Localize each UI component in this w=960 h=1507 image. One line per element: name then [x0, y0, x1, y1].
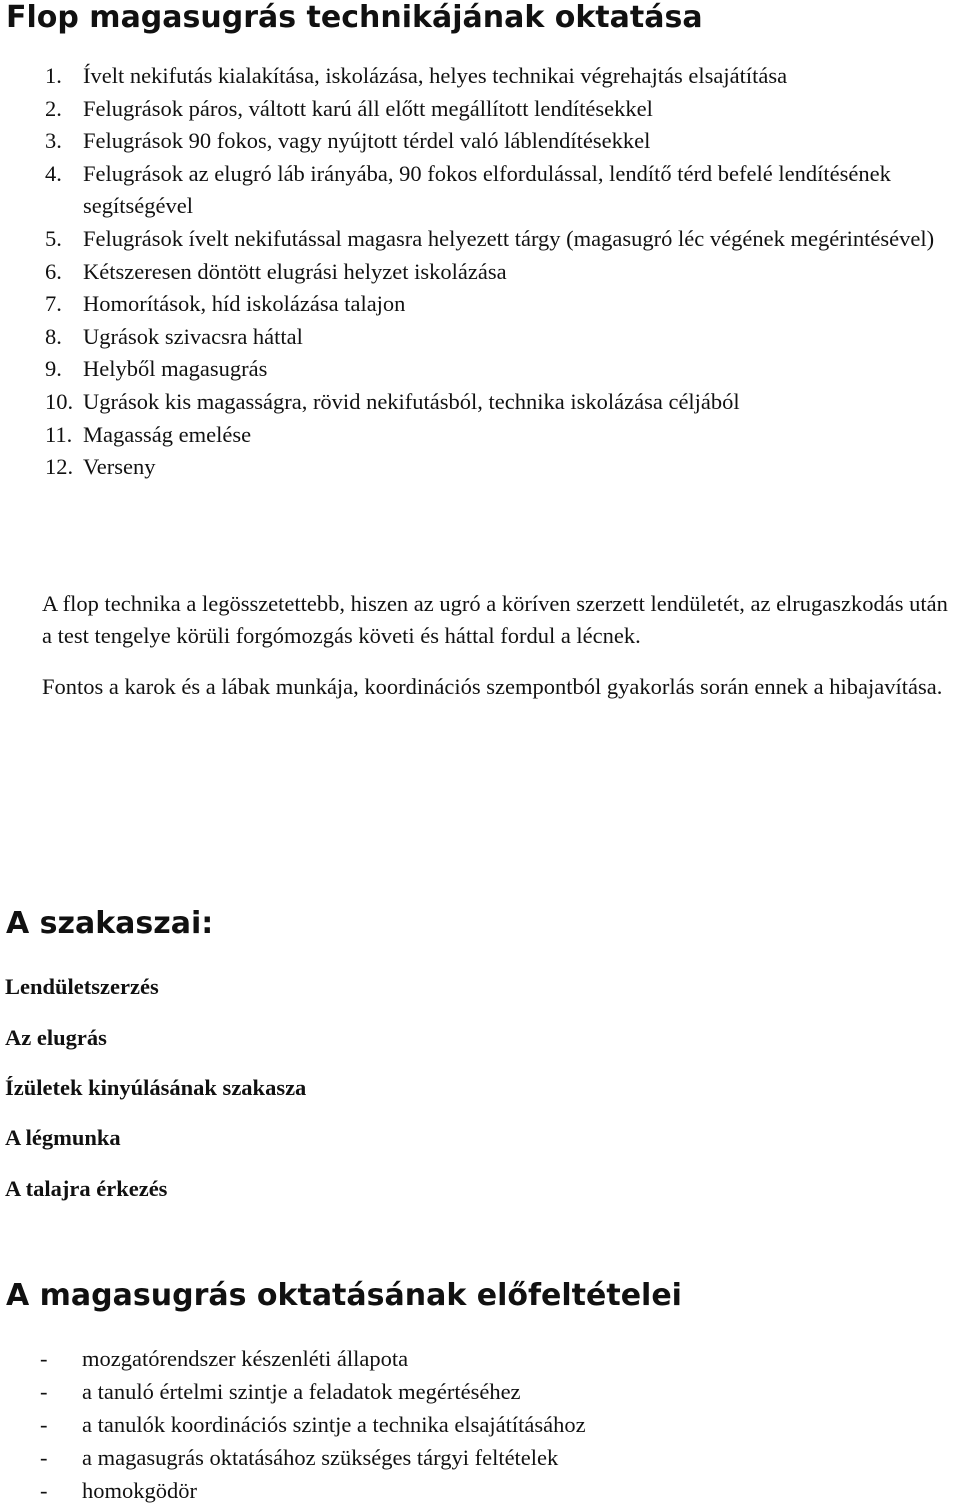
list-item-number: 3. — [45, 128, 62, 154]
list-item-text: a tanulók koordinációs szintje a technika elsajátításához — [82, 1412, 586, 1437]
list-item-number: 2. — [45, 95, 62, 121]
prerequisites-list — [40, 1342, 586, 1507]
list-item-text: Ugrások kis magasságra, rövid nekifutásból, technika iskolázása céljából — [83, 388, 740, 414]
list-item-number: 1. — [45, 63, 62, 88]
list-item — [40, 1441, 586, 1474]
list-item-number: 7. — [45, 291, 62, 317]
steps-list — [45, 60, 960, 484]
list-item-text: Felugrások páros, váltott karú áll előtt megállított lendítésekkel — [83, 95, 653, 121]
list-item-number: 8. — [45, 323, 62, 349]
list-item — [40, 1375, 586, 1408]
page-title: Flop magasugrás technikájának oktatása — [6, 0, 703, 35]
list-item-text: Felugrások 90 fokos, vagy nyújtott térdel való láblendítésekkel — [83, 128, 651, 154]
list-item — [45, 353, 960, 386]
dash-marker: - — [40, 1478, 48, 1503]
phase-item: A talajra érkezés — [5, 1176, 168, 1201]
dash-marker: - — [40, 1346, 48, 1371]
list-item — [45, 451, 960, 484]
prerequisites-heading: A magasugrás oktatásának előfeltételei — [6, 1278, 682, 1313]
dash-marker: - — [40, 1412, 48, 1437]
list-item-text: a magasugrás oktatásához szükséges tárgyi feltételek — [82, 1445, 559, 1470]
phase-item: Az elugrás — [5, 1025, 107, 1050]
list-item-number: 9. — [45, 356, 62, 382]
list-item — [45, 125, 960, 158]
list-item-number: 6. — [45, 258, 62, 284]
phases-heading: A szakaszai: — [6, 906, 214, 941]
list-item-text: Ívelt nekifutás kialakítása, iskolázása, helyes technikai végrehajtás elsajátítása — [83, 63, 788, 88]
list-item-number: 4. — [45, 160, 62, 186]
list-item — [40, 1474, 586, 1507]
list-item-text: Ugrások szivacsra háttal — [83, 323, 303, 349]
list-item-text: Felugrások az elugró láb irányába, 90 fokos elfordulással, lendítő térd befelé lendítésének segítségével — [83, 160, 891, 219]
list-item-text: Verseny — [83, 454, 156, 480]
list-item-text: mozgatórendszer készenléti állapota — [82, 1346, 409, 1371]
list-item-text: Felugrások ívelt nekifutással magasra helyezett tárgy (magasugró léc végének megérintésével) — [83, 225, 935, 251]
list-item — [45, 60, 960, 93]
phase-item: A légmunka — [5, 1125, 121, 1150]
list-item-text: Helyből magasugrás — [83, 356, 268, 382]
list-item-number: 10. — [45, 388, 74, 414]
phase-item: Ízületek kinyúlásának szakasza — [5, 1075, 307, 1100]
list-item-number: 5. — [45, 225, 62, 251]
list-item — [45, 288, 960, 321]
list-item-text: Magasság emelése — [83, 421, 252, 447]
list-item — [45, 93, 960, 126]
list-item — [45, 223, 960, 256]
paragraph-arm-leg-work: Fontos a karok és a lábak munkája, koordinációs szempontból gyakorlás során ennek a hibajavítása. — [42, 674, 943, 699]
list-item — [40, 1408, 586, 1441]
dash-marker: - — [40, 1379, 48, 1404]
list-item — [45, 386, 960, 419]
list-item-number: 11. — [45, 421, 73, 447]
phase-item: Lendületszerzés — [5, 974, 159, 999]
list-item — [45, 256, 960, 289]
dash-marker: - — [40, 1445, 48, 1470]
list-item-text: Kétszeresen döntött elugrási helyzet iskolázása — [83, 258, 507, 284]
list-item-text: Homorítások, híd iskolázása talajon — [83, 291, 406, 317]
list-item-text: homokgödör — [82, 1478, 197, 1503]
paragraph-flop-technique: A flop technika a legösszetettebb, hiszen az ugró a köríven szerzett lendületét, az elrugaszkodás után a test tengelye körüli forgómozgás követi és háttal fordul a lécnek. — [42, 591, 948, 648]
list-item — [45, 321, 960, 354]
list-item-number: 12. — [45, 454, 74, 480]
list-item — [45, 419, 960, 452]
list-item — [40, 1342, 586, 1375]
list-item — [45, 158, 960, 223]
list-item-text: a tanuló értelmi szintje a feladatok megértéséhez — [82, 1379, 521, 1404]
